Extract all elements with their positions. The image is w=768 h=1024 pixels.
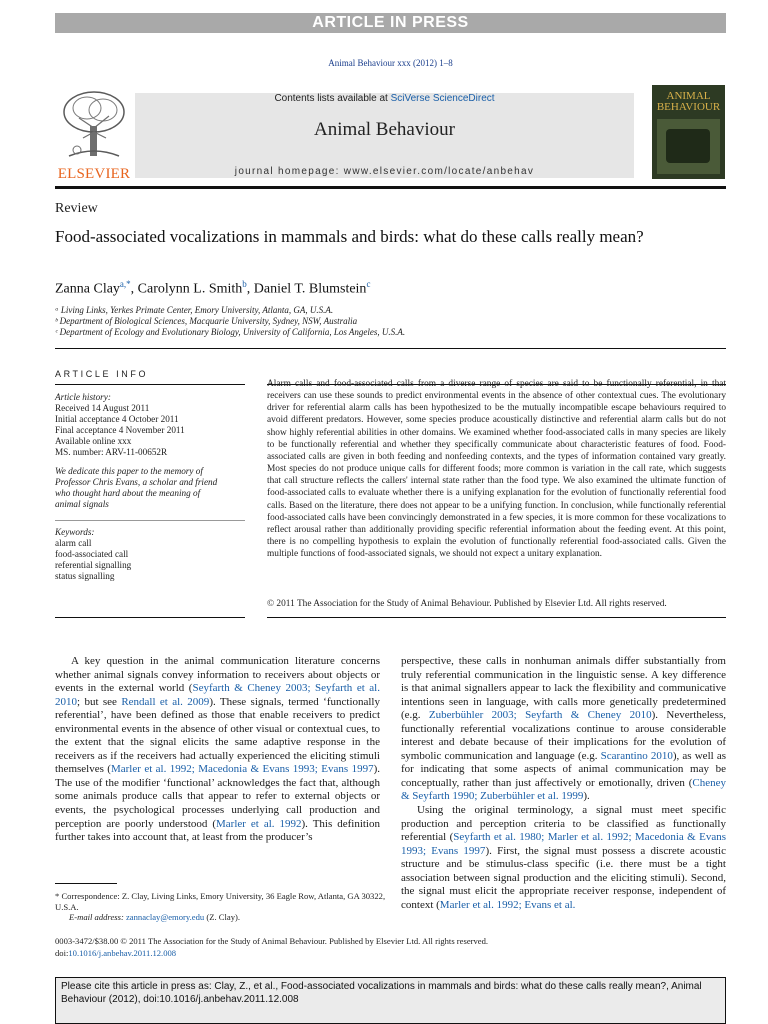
citation-link[interactable]: Scarantino 2010 [600,749,673,762]
citation-link[interactable]: Marler et al. 1992; Evans et al. [439,898,576,911]
history-label: Article history: [55,392,111,402]
dedication [55,466,245,510]
author-separator: , [246,281,254,297]
contents-prefix: Contents lists available at [274,93,391,104]
body-text: ; but see [77,695,122,708]
email-link[interactable]: zannaclay@emory.edu [125,912,205,922]
article-info-rule [55,384,245,385]
dedication-line: Professor Chris Evans, a scholar and friend [55,477,218,488]
keyword: alarm call [55,538,92,549]
cover-title [654,91,723,113]
citation-link[interactable]: Marler et al. 1992 [216,817,302,830]
history-item: MS. number: ARV-11-00652R [55,447,168,458]
journal-reference-link[interactable]: Animal Behaviour xxx (2012) 1–8 [328,58,453,68]
citation-link[interactable]: Seyfarth et al. 1980; Marler et al. 1992; Macedonia & Evans 1993; Evans 1997 [401,831,726,857]
author-separator: , [130,281,138,297]
sciencedirect-link[interactable]: SciVerse ScienceDirect [390,93,495,104]
email-label: E-mail address: [69,912,124,922]
article-history [55,392,245,459]
author-affiliation-marker[interactable]: c [366,279,371,289]
header-divider [55,186,726,189]
dedication-line: who thought hard about the meaning of [55,488,201,499]
contents-line [135,93,634,104]
author-list [55,279,370,298]
journal-homepage[interactable]: journal homepage: www.elsevier.com/locate/anbehav [234,166,535,177]
author-name: Daniel T. Blumstein [253,281,367,297]
body-text: A key question in the animal communication literature concerns whether animal signals convey information to receivers about objects or events in the external world ( [55,655,380,695]
email-footnote [55,912,390,923]
keyword: status signalling [55,571,115,582]
keywords [55,527,245,582]
keywords-rule [55,520,245,521]
article-info-heading: ARTICLE INFO [55,369,149,379]
author-name: Carolynn L. Smith [137,281,243,297]
body-text: ). These signals, termed ‘functionally referential’, have been defined as those that enable receivers to predict environmental events in the absence of other visual or contextual cues, to the extent that the signal elicits the same adaptive response in the receivers as if the receivers had actually experienced the eliciting stimuli themselves ( [55,695,380,776]
abstract-copyright: © 2011 The Association for the Study of Animal Behaviour. Published by Elsevier Ltd. All rights reserved. [267,599,667,609]
history-item: Initial acceptance 4 October 2011 [55,414,179,425]
citation-link[interactable]: Zuberbühler 2003; Seyfarth & Cheney 2010 [428,709,652,722]
body-text: ). This definition further takes into account that, at least from the producer’s [55,817,380,844]
citation-link[interactable]: Marler et al. 1992; Macedonia & Evans 1993; Evans 1997 [110,763,374,776]
body-text: perspective, these calls in nonhuman animals differ substantially from truly referential communication in the linguistic sense. A key difference is that animal signallers appear to lack the flexibility and communicative intentions seen in language, with calls more genetically predetermined (e.g. [401,655,726,722]
keyword: food-associated call [55,549,129,560]
cover-artwork-detail [666,129,710,163]
affiliation-c: ᶜ Department of Ecology and Evolutionary Biology, University of California, Los Angeles, U.S.A. [55,327,406,337]
article-info-bottom-rule [55,617,245,618]
elsevier-tree-icon [59,88,129,162]
body-column-left [55,655,380,845]
article-title: Food-associated vocalizations in mammals and birds: what do these calls really mean? [55,227,644,246]
doi-line [55,948,176,958]
body-paragraph [55,655,380,845]
keywords-label: Keywords: [55,527,95,537]
citation-link[interactable]: Rendall et al. 2009 [121,695,210,708]
doi-link[interactable]: 10.1016/j.anbehav.2011.12.008 [68,948,177,958]
citation-link[interactable]: Cheney & Seyfarth 1990; Zuberbühler et al. 1999 [401,776,726,803]
history-item: Received 14 August 2011 [55,403,150,414]
article-in-press-banner: ARTICLE IN PRESS [55,13,726,33]
body-text: ), as well as for indicating that some aspects of animal communication may be conceptually, rather than just affectively or emotionally, driven ( [401,749,726,789]
journal-title: Animal Behaviour [314,119,455,140]
doi-prefix: doi: [55,948,69,958]
body-text: Using the original terminology, a signal must meet specific production and perception criteria to be classified as functionally referential ( [401,804,726,844]
footnote-rule [55,883,117,884]
affiliation-b: ᵇ Department of Biological Sciences, Macquarie University, Sydney, NSW, Australia [55,316,358,326]
journal-header [55,84,726,186]
body-text: ). The use of the modifier ‘functional’ acknowledges the fact that, although some animals produce calls that appear to refer to external objects or events, the psychological processes underlying call production and perception are poorly understood ( [55,763,380,830]
correspondence-footnote: * Correspondence: Z. Clay, Living Links, Emory University, 36 Eagle Row, Atlanta, GA 30322, U.S.A. [55,891,386,912]
author-affiliation-marker[interactable]: b [242,279,247,289]
dedication-line: We dedicate this paper to the memory of [55,466,203,476]
history-item: Available online xxx [55,436,132,447]
body-text: ). [583,790,590,803]
body-paragraph [401,655,726,804]
author-affiliation-marker[interactable]: a,* [119,279,131,289]
cover-title-line-2: BEHAVIOUR [656,101,721,113]
body-text: ). Nevertheless, functionally referential vocalizations continue to arouse considerable interest and debate because of their implications for the evolution of symbolic communication and language (e.g. [401,709,726,762]
author-name: Zanna Clay [55,281,120,297]
elsevier-logo [55,84,133,184]
keyword: referential signalling [55,560,132,571]
affiliation-a: ᵃ Living Links, Yerkes Primate Center, Emory University, Atlanta, GA, U.S.A. [55,305,334,315]
body-paragraph [401,804,726,912]
article-type: Review [55,201,98,216]
history-item: Final acceptance 4 November 2011 [55,425,185,436]
issn-line: 0003-3472/$38.00 © 2011 The Association for the Study of Animal Behaviour. Published by Elsevier Ltd. All rights reserved. [55,936,489,946]
abstract-text: Alarm calls and food-associated calls from a diverse range of species are said to be functionally referential, in that receivers can use these sounds to predict environmental events in the absence of other contextual cues. The evolutionary driver for referential alarm calls has been hypothesized to be the mutually incompatible escape behaviours required to avoid different predators. However, some species produce acoustically distinctive and referential alarm calls but do not show highly referential abilities in other domains. We examined whether food-associated calls in many species are likely to be functionally referential and whether they specifically communicate about characteristic features of food. Food-associated calls are given in both feeding and nonfeeding contexts, and the types of information contained vary greatly. Most species do not produce unique calls for different foods; more common is variation in the call rate, which suggests that call structure reflects the callers' internal state rather than the food type. We also examined the ultimate function of food-associated calls to evaluate whether there is a unifying explanation for the evolution of functionally referential food calls. Based on the literature, there does not appear to be a unifying function. In conclusion, while functionally referential food-associated calls have been convincingly demonstrated in a few species, it is more common for these vocalizations to reflect arousal rather than additionally providing specific referential information about the feeding event. At this point, there is no compelling hypothesis to explain the evolution of functionally referential food-associated calls. Given the multiple functions of food-associated signals, we should not expect a unitary explanation. [267,379,726,560]
journal-cover-image [652,85,725,179]
abstract-bottom-rule [267,617,726,618]
publisher-wordmark: ELSEVIER [57,166,131,182]
citation-notice: Please cite this article in press as: Clay, Z., et al., Food-associated vocalizations in mammals and birds: what do these calls really mean?, Animal Behaviour (2012), doi:10.1016/j.anbehav.2011.12.008 [55,977,726,1024]
body-text: ). First, the signal must possess a discrete acoustic structure and be stimulus-class specific (i.e. there must be a tight association between signal production and the eliciting stimuli). Second, the signal must elicit the appropriate receiver response, independent of context ( [401,844,726,911]
email-suffix: (Z. Clay). [204,912,241,922]
affiliation-divider [55,348,726,349]
body-column-right [401,655,726,912]
citation-link[interactable]: Seyfarth & Cheney 2003; Seyfarth et al. 2010 [55,682,380,708]
dedication-line: animal signals [55,499,109,510]
cover-title-line-1: ANIMAL [666,90,711,102]
